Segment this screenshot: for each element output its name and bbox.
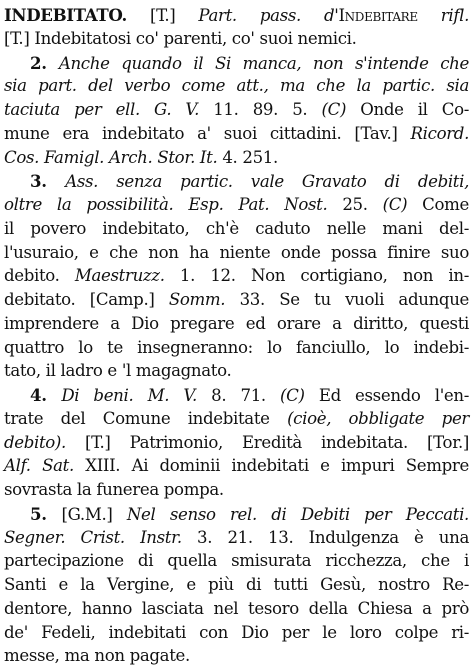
text-line (4, 146, 469, 170)
text-segment: 5. (30, 503, 62, 524)
text-segment: Ass. senza partic. vale Gravato di debiti, (65, 172, 469, 192)
text-segment: [G.M.] (61, 504, 127, 524)
text-segment: sovrasta la funerea pompa. (4, 480, 224, 499)
text-segment: sia part. del verbo come att., ma che la partic. sia (4, 76, 469, 96)
text-segment: 8. 71. (196, 386, 281, 405)
text-segment: l'usuraio, e che non ha niente onde possa finire suo (4, 242, 469, 262)
text-line (4, 74, 469, 98)
text-line (4, 526, 469, 550)
text-segment: 11. 89. 5. (199, 100, 322, 119)
text-segment: debitato. [Camp.] (4, 290, 169, 309)
text-line (4, 122, 469, 146)
text-segment: (C) (382, 195, 408, 214)
text-segment: partecipazione di quella smisurata ricchezza, che i (4, 551, 469, 571)
text-line (4, 644, 469, 668)
text-segment: 33. Se tu vuoli adunque (225, 290, 470, 309)
text-segment: Segner. Crist. Instr. (4, 527, 182, 547)
text-line (4, 597, 469, 621)
text-segment: Anche quando il Si manca, non s'intende che (58, 53, 469, 73)
text-segment: il povero indebitato, ch'è caduto nelle mani del- (4, 218, 469, 238)
text-line (4, 478, 469, 502)
text-segment: rifl. (417, 6, 469, 25)
text-segment: Santi e la Vergine, e più di tutti Gesù, nostro Re- (4, 575, 469, 594)
text-line (4, 312, 469, 336)
text-segment: Onde il Co- (346, 100, 469, 119)
text-segment: dentore, hanno lasciata nel tesoro della Chiesa a prò (4, 598, 469, 618)
text-line (4, 621, 469, 645)
text-segment: 3. 21. 13. Indulgenza è una (181, 527, 470, 547)
text-segment: messe, ma non pagate. (4, 646, 190, 666)
text-segment: Part. pass. d' (198, 6, 339, 25)
text-segment: Somm. (168, 290, 226, 309)
text-segment: (C) (280, 386, 305, 405)
text-line (4, 573, 469, 597)
text-line (4, 549, 469, 573)
text-segment: 4. (30, 385, 62, 405)
text-line (4, 431, 469, 455)
text-segment: imprendere a Dio pregare ed orare a diritto, questi (4, 313, 469, 333)
text-segment: [T.] (126, 6, 199, 25)
text-line (4, 359, 469, 383)
text-line (30, 51, 469, 75)
text-line (4, 336, 469, 360)
text-segment: debito. (4, 266, 75, 286)
text-segment: 1. 12. Non cortigiano, non in- (164, 266, 469, 286)
text-line (4, 288, 469, 312)
text-segment: Alf. Sat. (4, 456, 74, 476)
text-segment: trate del Comune indebitate (4, 408, 288, 428)
text-segment: INDEBITATO. (4, 5, 127, 25)
text-segment: 3. (30, 171, 66, 192)
text-segment: (cioè, obbligate per (287, 408, 469, 428)
text-line (4, 241, 469, 265)
text-segment: [T.] Indebitatosi co' parenti, co' suoi nemici. (4, 28, 357, 48)
text-line (30, 383, 469, 407)
text-line (4, 454, 469, 478)
text-line (30, 169, 469, 193)
text-segment: Di beni. M. V. (61, 386, 197, 405)
text-segment: Ed essendo l'en- (304, 386, 469, 405)
text-segment: Ricord. (410, 123, 469, 143)
text-segment: (C) (321, 100, 347, 119)
text-segment: de' Fedeli, indebitati con Dio per le loro colpe ri- (4, 622, 469, 642)
text-line (4, 193, 469, 217)
text-segment: Maestruzz. (74, 266, 165, 286)
text-segment: 25. (327, 195, 383, 214)
text-segment: 4. 251. (217, 147, 278, 167)
text-segment: Indebitare (338, 6, 418, 25)
text-segment: taciuta per ell. G. V. (4, 100, 200, 119)
text-segment: 2. (30, 52, 59, 73)
text-line (30, 502, 469, 526)
text-segment: tato, il ladro e 'l magagnato. (4, 361, 232, 381)
text-segment: XIII. Ai dominii indebitati e impuri Sempre (73, 456, 469, 476)
text-segment: mune era indebitato a' suoi cittadini. [Tav.] (4, 123, 411, 143)
text-segment: debito). (4, 432, 66, 452)
text-segment: Nel senso rel. di Debiti per Peccati. (126, 504, 469, 524)
text-segment: oltre la possibilità. Esp. Pat. Nost. (4, 195, 328, 214)
text-line (4, 407, 469, 431)
text-segment: Come (407, 195, 469, 214)
text-line (4, 264, 469, 288)
text-line (4, 27, 469, 51)
text-segment: [T.] Patrimonio, Eredità indebitata. [Tor.] (65, 432, 469, 452)
text-line (4, 98, 469, 122)
text-segment: quattro lo te insegneranno: lo fanciullo, lo indebi- (4, 337, 469, 357)
text-segment: Cos. Famigl. Arch. Stor. It. (4, 147, 218, 167)
text-line (4, 217, 469, 241)
text-line (4, 3, 469, 27)
